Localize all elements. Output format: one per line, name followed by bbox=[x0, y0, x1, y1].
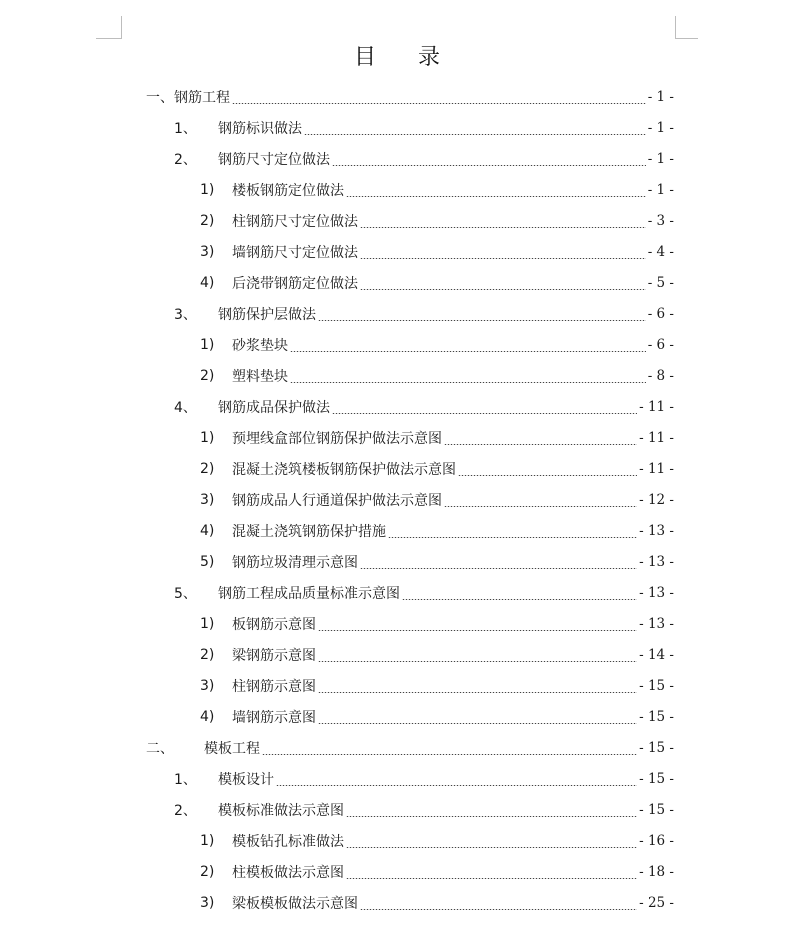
toc-label: 钢筋保护层做法 bbox=[218, 306, 316, 323]
toc-leader bbox=[346, 878, 637, 879]
toc-leader bbox=[276, 785, 637, 786]
toc-label: 混凝土浇筑钢筋保护措施 bbox=[232, 523, 386, 540]
toc-leader bbox=[318, 723, 637, 724]
toc-entry[interactable] bbox=[174, 143, 674, 174]
toc-leader bbox=[290, 382, 646, 383]
toc-number: 2) bbox=[200, 646, 215, 663]
toc-number: 2、 bbox=[174, 151, 197, 168]
toc-label: 梁板模板做法示意图 bbox=[232, 895, 358, 912]
toc-page: - 1 - bbox=[647, 88, 674, 105]
toc-leader bbox=[318, 320, 646, 321]
toc-label: 柱钢筋尺寸定位做法 bbox=[232, 213, 358, 230]
page-corner-mark-left bbox=[96, 16, 122, 39]
toc-leader bbox=[346, 196, 646, 197]
toc-label: 墙钢筋示意图 bbox=[232, 709, 316, 726]
toc-number: 5) bbox=[200, 553, 215, 570]
toc-number: 二、 bbox=[146, 740, 174, 757]
toc-entry[interactable] bbox=[200, 205, 674, 236]
toc-label: 模板设计 bbox=[218, 771, 274, 788]
toc-label: 钢筋工程成品质量标准示意图 bbox=[218, 585, 400, 602]
toc-leader bbox=[262, 754, 637, 755]
toc-page: - 13 - bbox=[639, 584, 674, 601]
toc-page: - 13 - bbox=[639, 522, 674, 539]
page-corner-mark-right bbox=[675, 16, 698, 39]
toc-number: 3) bbox=[200, 243, 215, 260]
toc-entry[interactable] bbox=[200, 639, 674, 670]
toc-entry[interactable] bbox=[200, 825, 674, 856]
toc-page: - 8 - bbox=[647, 367, 674, 384]
toc-entry[interactable] bbox=[200, 546, 674, 577]
toc-label: 砂浆垫块 bbox=[232, 337, 288, 354]
toc-leader bbox=[346, 847, 637, 848]
toc-number: 1) bbox=[200, 429, 215, 446]
toc-label: 模板钻孔标准做法 bbox=[232, 833, 344, 850]
toc-entry[interactable] bbox=[200, 174, 674, 205]
toc-label: 钢筋成品人行通道保护做法示意图 bbox=[232, 492, 442, 509]
toc-page: - 15 - bbox=[639, 770, 674, 787]
page-title bbox=[0, 40, 794, 71]
toc-leader bbox=[318, 630, 637, 631]
toc-number: 2) bbox=[200, 460, 215, 477]
toc-label: 柱钢筋示意图 bbox=[232, 678, 316, 695]
toc-leader bbox=[444, 444, 637, 445]
title-char-2: 录 bbox=[418, 45, 441, 70]
toc-number: 4) bbox=[200, 522, 215, 539]
toc-number: 1、 bbox=[174, 120, 197, 137]
toc-number: 3) bbox=[200, 491, 215, 508]
toc-page: - 25 - bbox=[639, 894, 674, 911]
toc-number: 1) bbox=[200, 336, 215, 353]
toc-leader bbox=[318, 692, 637, 693]
toc-entry[interactable] bbox=[200, 422, 674, 453]
toc-number: 4) bbox=[200, 274, 215, 291]
toc-page: - 15 - bbox=[639, 801, 674, 818]
toc-page: - 15 - bbox=[639, 677, 674, 694]
toc-label: 模板标准做法示意图 bbox=[218, 802, 344, 819]
toc-label: 钢筋尺寸定位做法 bbox=[218, 151, 330, 168]
toc-leader bbox=[458, 475, 637, 476]
toc-number: 4) bbox=[200, 708, 215, 725]
toc-number: 3) bbox=[200, 677, 215, 694]
toc-label: 墙钢筋尺寸定位做法 bbox=[232, 244, 358, 261]
toc-leader bbox=[360, 227, 646, 228]
toc-entry[interactable] bbox=[200, 856, 674, 887]
toc-entry[interactable] bbox=[174, 577, 674, 608]
toc-number: 4、 bbox=[174, 399, 197, 416]
toc-entry[interactable] bbox=[174, 112, 674, 143]
toc-label: 预埋线盒部位钢筋保护做法示意图 bbox=[232, 430, 442, 447]
toc-label: 楼板钢筋定位做法 bbox=[232, 182, 344, 199]
toc-label: 梁钢筋示意图 bbox=[232, 647, 316, 664]
toc-number: 5、 bbox=[174, 585, 197, 602]
toc-leader bbox=[332, 165, 646, 166]
toc-leader bbox=[360, 258, 646, 259]
toc-page: - 5 - bbox=[647, 274, 674, 291]
toc-leader bbox=[290, 351, 646, 352]
toc-number: 2) bbox=[200, 212, 215, 229]
title-char-1: 目 bbox=[353, 45, 376, 70]
toc-number: 1) bbox=[200, 615, 215, 632]
toc-number: 1、 bbox=[174, 771, 197, 788]
toc-leader bbox=[346, 816, 637, 817]
toc-number: 3、 bbox=[174, 306, 197, 323]
toc-leader bbox=[360, 909, 637, 910]
toc-entry[interactable] bbox=[200, 608, 674, 639]
toc-label: 混凝土浇筑楼板钢筋保护做法示意图 bbox=[232, 461, 456, 478]
toc-leader bbox=[444, 506, 637, 507]
toc-page: - 1 - bbox=[647, 181, 674, 198]
toc-leader bbox=[360, 289, 646, 290]
toc-page: - 14 - bbox=[639, 646, 674, 663]
toc-entry[interactable] bbox=[200, 267, 674, 298]
toc-label: 板钢筋示意图 bbox=[232, 616, 316, 633]
toc-entry[interactable] bbox=[200, 236, 674, 267]
toc-label: 钢筋成品保护做法 bbox=[218, 399, 330, 416]
toc-page: - 15 - bbox=[639, 739, 674, 756]
toc-entry[interactable] bbox=[146, 81, 674, 112]
toc-entry[interactable] bbox=[200, 453, 674, 484]
toc-entry[interactable] bbox=[200, 670, 674, 701]
toc-page: - 1 - bbox=[647, 119, 674, 136]
toc-entry[interactable] bbox=[174, 794, 674, 825]
toc-page: - 4 - bbox=[647, 243, 674, 260]
toc-leader bbox=[232, 103, 646, 104]
toc-page: - 16 - bbox=[639, 832, 674, 849]
toc-entry[interactable] bbox=[200, 515, 674, 546]
toc-number: 3) bbox=[200, 894, 215, 911]
toc-number: 2、 bbox=[174, 802, 197, 819]
toc-page: - 15 - bbox=[639, 708, 674, 725]
toc-page: - 3 - bbox=[647, 212, 674, 229]
toc-entry[interactable] bbox=[200, 887, 674, 918]
toc-page: - 6 - bbox=[647, 305, 674, 322]
toc-leader bbox=[388, 537, 637, 538]
toc-label: 后浇带钢筋定位做法 bbox=[232, 275, 358, 292]
toc-page: - 13 - bbox=[639, 553, 674, 570]
toc-label: 柱模板做法示意图 bbox=[232, 864, 344, 881]
toc-page: - 13 - bbox=[639, 615, 674, 632]
toc-number: 2) bbox=[200, 863, 215, 880]
toc-leader bbox=[304, 134, 646, 135]
toc-entry[interactable] bbox=[174, 391, 674, 422]
toc-leader bbox=[318, 661, 637, 662]
toc-number: 2) bbox=[200, 367, 215, 384]
toc-label: 塑料垫块 bbox=[232, 368, 288, 385]
toc-page: - 6 - bbox=[647, 336, 674, 353]
toc-label: 一、钢筋工程 bbox=[146, 89, 230, 106]
toc-label: 钢筋标识做法 bbox=[218, 120, 302, 137]
toc-number: 1) bbox=[200, 832, 215, 849]
toc-entry[interactable] bbox=[174, 763, 674, 794]
toc-entry[interactable] bbox=[200, 329, 674, 360]
toc-page: - 12 - bbox=[639, 491, 674, 508]
toc-page: - 18 - bbox=[639, 863, 674, 880]
toc-entry[interactable] bbox=[200, 701, 674, 732]
toc-label: 模板工程 bbox=[204, 740, 260, 757]
toc-page: - 1 - bbox=[647, 150, 674, 167]
toc-entry[interactable] bbox=[200, 484, 674, 515]
toc-leader bbox=[332, 413, 637, 414]
toc-label: 钢筋垃圾清理示意图 bbox=[232, 554, 358, 571]
toc-leader bbox=[402, 599, 637, 600]
toc-page: - 11 - bbox=[639, 460, 674, 477]
toc-page: - 11 - bbox=[639, 429, 674, 446]
toc-entry[interactable] bbox=[200, 360, 674, 391]
toc-entry[interactable] bbox=[174, 298, 674, 329]
toc-entry[interactable] bbox=[146, 732, 674, 763]
toc-page: - 11 - bbox=[639, 398, 674, 415]
toc-leader bbox=[360, 568, 637, 569]
toc-number: 1) bbox=[200, 181, 215, 198]
